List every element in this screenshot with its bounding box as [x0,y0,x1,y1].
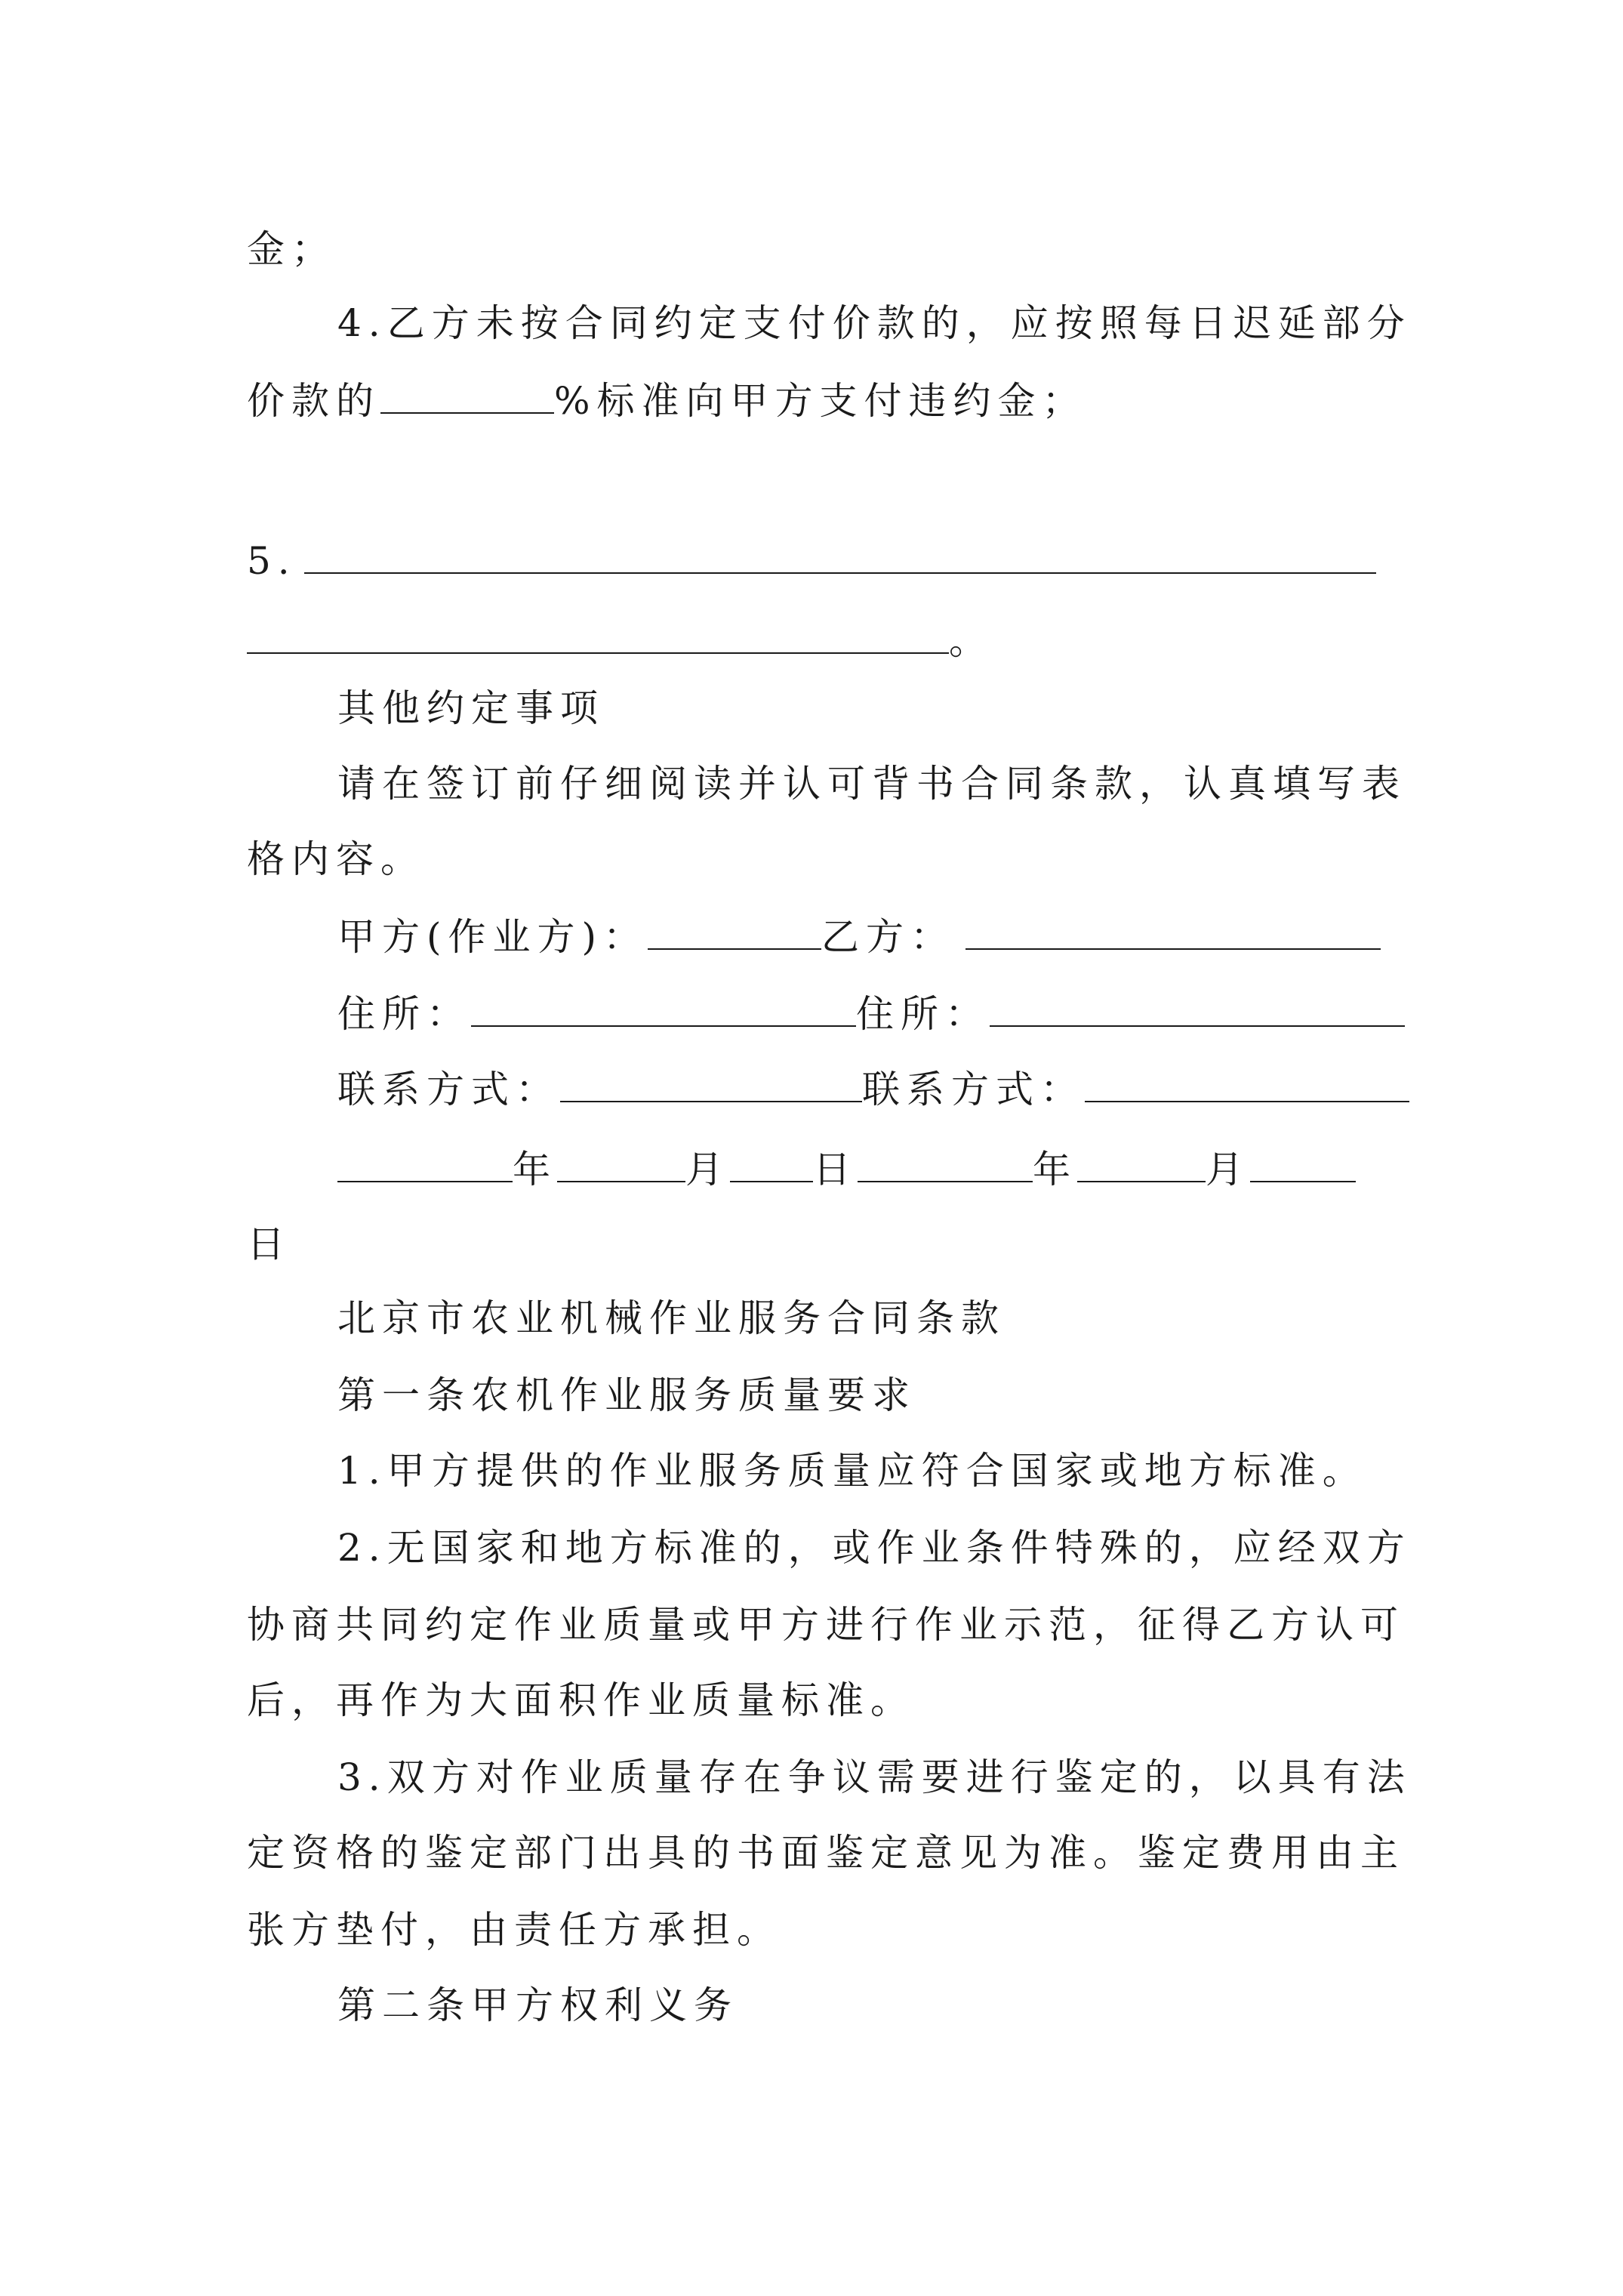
month-label: 月 [1206,1148,1250,1191]
line-text: 1.甲方提供的作业服务质量应符合国家或地方标准。 [337,1449,1367,1493]
text-line [247,1830,1405,1875]
text-line [337,1525,1412,1570]
month-label: 月 [685,1148,730,1191]
section-heading [337,1983,738,2028]
line-text: 协商共同约定作业质量或甲方进行作业示范，征得乙方认可 [247,1603,1405,1647]
text-line [247,378,1087,423]
day-b-field[interactable] [1250,1146,1356,1182]
fill-blank[interactable] [304,538,1376,574]
text-line [337,1448,1367,1493]
line-text: 5. [247,539,297,583]
address-a-label: 住所： [337,992,471,1036]
text-line [247,1678,915,1723]
line-text: 后，再作为大面积作业质量标准。 [247,1678,915,1722]
contact-b-label: 联系方式： [862,1068,1085,1111]
party-a-label: 甲方(作业方)： [337,915,648,959]
line-text: 请在签订前仔细阅读并认可背书合同条款，认真填写表 [337,762,1406,806]
line-text: 价款的 [247,379,380,423]
section-heading [337,1373,916,1418]
text-line [247,1602,1405,1647]
line-text: 金； [247,227,336,271]
text-line [337,761,1406,806]
address-a-field[interactable] [471,991,856,1027]
year-label: 年 [513,1148,557,1191]
contact-b-field[interactable] [1085,1066,1409,1102]
text-line [247,1222,291,1267]
line-text: 4.乙方未按合同约定支付价款的，应按照每日迟延部分 [337,301,1412,345]
text-line [247,538,1376,583]
section-heading [337,686,605,731]
party-b-field[interactable] [965,914,1381,950]
line-text: 定资格的鉴定部门出具的书面鉴定意见为准。鉴定费用由主 [247,1831,1405,1875]
signature-row-address [337,991,1405,1036]
line-text: 其他约定事项 [337,686,605,730]
text-line [247,837,425,882]
contact-a-label: 联系方式： [337,1068,560,1111]
day-label: 日 [813,1148,858,1191]
address-b-field[interactable] [990,991,1405,1027]
year-label: 年 [1033,1148,1077,1191]
text-line [337,300,1412,346]
line-text: 格内容。 [247,837,425,881]
line-text: 张方垫付，由责任方承担。 [247,1908,781,1952]
line-text: 第一条农机作业服务质量要求 [337,1373,916,1417]
text-line [247,227,336,272]
party-a-field[interactable] [648,914,821,950]
signature-row-contact [337,1066,1409,1111]
line-text: 2.无国家和地方标准的，或作业条件特殊的，应经双方 [337,1526,1412,1570]
text-line [247,1907,781,1952]
document-title [337,1296,1006,1341]
party-b-label: 乙方： [821,915,956,959]
text-line [247,618,993,663]
day-label: 日 [247,1222,291,1266]
line-text: 第二条甲方权利义务 [337,1983,738,2027]
day-a-field[interactable] [730,1146,813,1182]
year-a-field[interactable] [337,1146,513,1182]
line-text: 。 [949,619,993,663]
fill-blank[interactable] [380,378,554,414]
line-text: %标准向甲方支付违约金； [554,379,1087,423]
signature-row-party [337,914,1381,959]
line-text: 北京市农业机械作业服务合同条款 [337,1296,1006,1340]
month-a-field[interactable] [557,1146,685,1182]
line-text: 3.双方对作业质量存在争议需要进行鉴定的，以具有法 [337,1755,1412,1799]
month-b-field[interactable] [1077,1146,1206,1182]
contact-a-field[interactable] [560,1066,862,1102]
signature-row-date [337,1146,1356,1191]
year-b-field[interactable] [858,1146,1033,1182]
fill-blank[interactable] [247,618,949,654]
address-b-label: 住所： [856,992,990,1036]
text-line [337,1755,1412,1800]
